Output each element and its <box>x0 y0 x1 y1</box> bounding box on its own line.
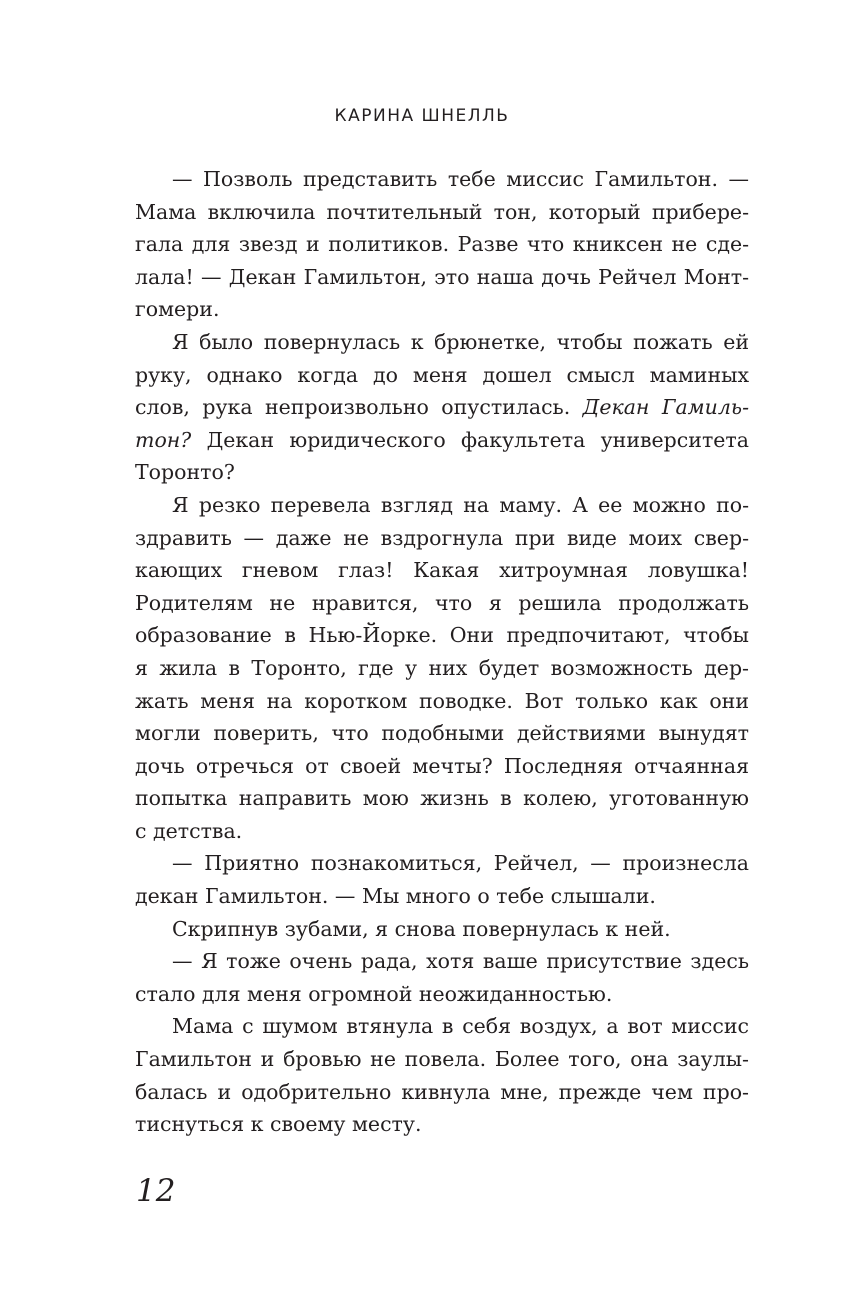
text-line: Скрипнув зубами, я снова повернулась к ней. <box>172 916 671 941</box>
body-text <box>135 163 749 1141</box>
text-line: образование в Нью-Йорке. Они предпочитают, чтобы <box>135 623 749 648</box>
text-line: — Приятно познакомиться, Рейчел, — произнесла <box>172 851 749 876</box>
italic-phrase: Декан Гамиль- <box>582 395 750 420</box>
text-line: — Я тоже очень рада, хотя ваше присутствие здесь <box>172 949 749 974</box>
text-run: слов, рука непроизвольно опустилась. <box>135 395 583 420</box>
running-head-author: КАРИНА ШНЕЛЛЬ <box>334 106 510 126</box>
text-line: могли поверить, что подобными действиями вынудят <box>135 721 749 746</box>
text-line: Гамильтон и бровью не повела. Более того, она заулы- <box>135 1047 749 1072</box>
text-line: Я было повернулась к брюнетке, чтобы пожать ей <box>172 329 749 354</box>
text-line <box>135 391 749 424</box>
text-line: стало для меня огромной неожиданностью. <box>135 981 613 1006</box>
text-line: Родителям не нравится, что я решила продолжать <box>135 590 749 615</box>
text-line: здравить — даже не вздрогнула при виде моих свер- <box>135 525 749 550</box>
text-line: Мама с шумом втянула в себя воздух, а вот миссис <box>172 1014 749 1039</box>
text-line: я жила в Торонто, где у них будет возможность дер- <box>135 655 749 680</box>
text-line: Я резко перевела взгляд на маму. А ее можно по- <box>172 492 749 517</box>
text-line: гала для звезд и политиков. Разве что книксен не сде- <box>135 232 749 257</box>
text-line <box>135 424 749 457</box>
text-line: с детства. <box>135 818 243 843</box>
text-line: декан Гамильтон. — Мы много о тебе слышали. <box>135 884 656 909</box>
text-line: тиснуться к своему месту. <box>135 1112 422 1137</box>
text-line: дочь отречься от своей мечты? Последняя отчаянная <box>135 753 749 778</box>
text-line: попытка направить мою жизнь в колею, уготованную <box>135 786 749 811</box>
text-line: Торонто? <box>135 460 235 485</box>
italic-phrase: тон? <box>135 427 192 452</box>
text-line: гомери. <box>135 297 220 322</box>
text-line: руку, однако когда до меня дошел смысл маминых <box>135 362 749 387</box>
text-line: Мама включила почтительный тон, который прибере- <box>135 199 749 224</box>
text-line: жать меня на коротком поводке. Вот только как они <box>135 688 749 713</box>
text-line: лала! — Декан Гамильтон, это наша дочь Рейчел Монт- <box>135 264 749 289</box>
text-run: Декан юридического факультета университета <box>191 427 749 452</box>
text-line: кающих гневом глаз! Какая хитроумная ловушка! <box>135 558 749 583</box>
text-line: балась и одобрительно кивнула мне, прежде чем про- <box>135 1079 749 1104</box>
text-line: — Позволь представить тебе миссис Гамильтон. — <box>172 167 749 191</box>
page-number: 12 <box>136 1173 176 1209</box>
